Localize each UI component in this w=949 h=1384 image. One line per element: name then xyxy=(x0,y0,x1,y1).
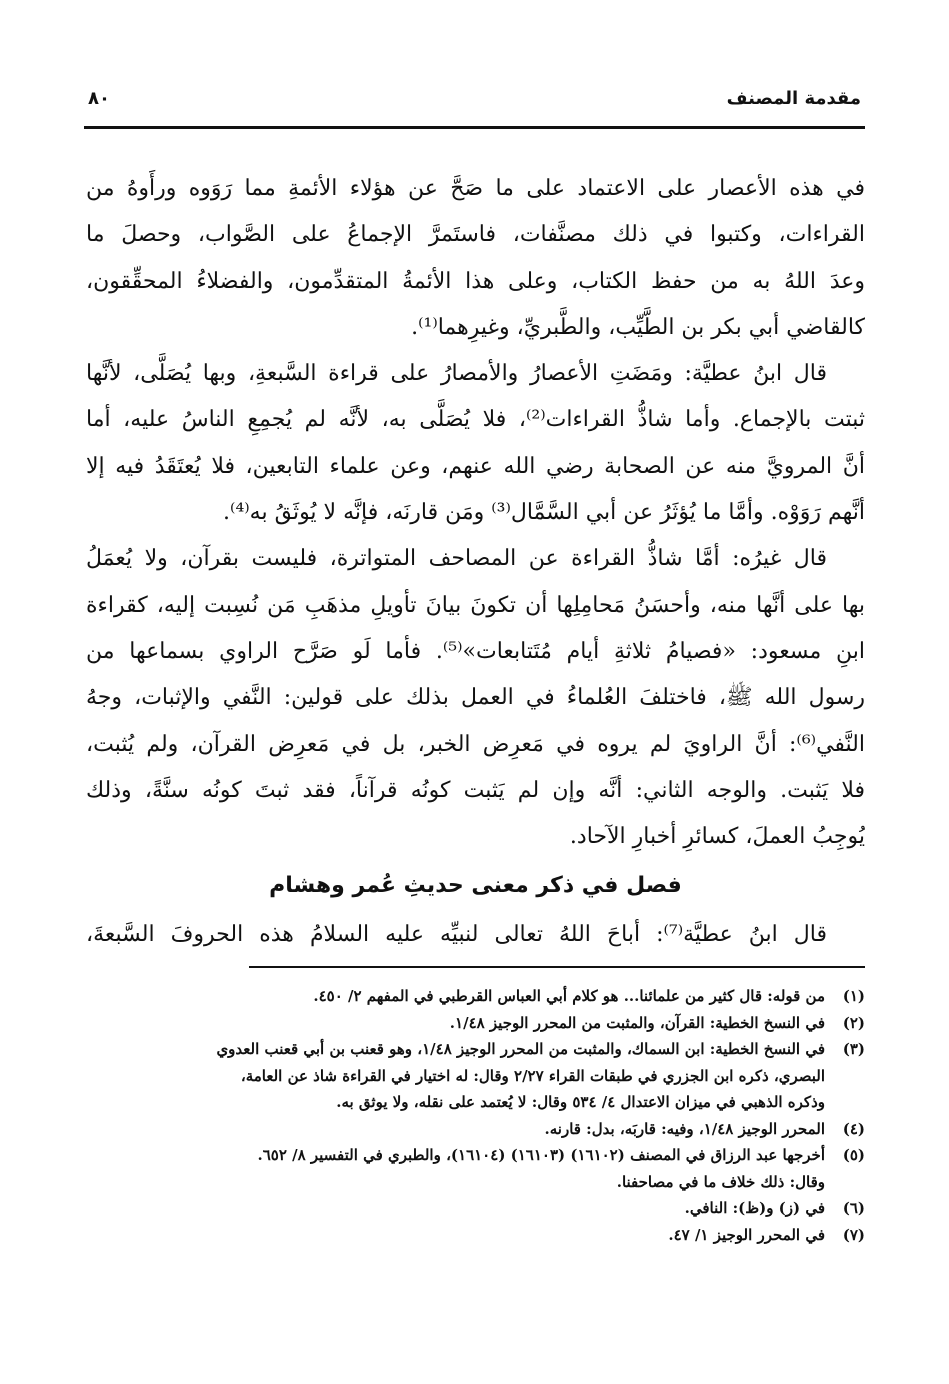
text-line: ثبتت بالإجماع. وأما شاذُّ القراءات⁽²⁾، فلا يُصَلَّى به، لأنَّه لم يُجمِعِ الناسُ عليه، أما xyxy=(86,407,865,433)
footnote-text: في (ز) و(ظ): النافي. xyxy=(684,1199,825,1217)
footnote-4 xyxy=(86,1116,865,1143)
running-title: مقدمة المصنف xyxy=(726,88,861,109)
footnote-3 xyxy=(86,1036,865,1063)
text-line: القراءات، وكتبوا في ذلك مصنَّفات، فاستَمرَّ الإجماعُ على الصَّواب، وحصلَ ما xyxy=(86,222,865,248)
footnote-text: وقال: ذلك خلاف ما في مصاحفنا. xyxy=(616,1172,825,1191)
footnote-number: (٦) xyxy=(842,1199,865,1217)
text-line: يُوجِبُ العملَ، كسائرِ أخبارِ الآحاد. xyxy=(569,824,865,850)
page-header xyxy=(88,88,861,118)
text-line: كالقاضي أبي بكر بن الطَّيِّب، والطَّبريِّ، وغيرِهما⁽¹⁾. xyxy=(411,314,865,340)
footnote-rule xyxy=(249,966,865,968)
page-number: ٨٠ xyxy=(88,88,110,109)
footnote-number: (٤) xyxy=(842,1119,865,1138)
footnote-text: أخرجها عبد الرزاق في المصنف (١٦١٠٢) (١٦١٠٣) (١٦١٠٤)، والطبري في التفسير ٨/ ٦٥٢. xyxy=(257,1146,825,1164)
main-text xyxy=(86,166,865,959)
section-heading: فصل في ذكر معنى حديثِ عُمر وهشام xyxy=(269,873,682,899)
footnote-number: (٧) xyxy=(842,1225,865,1244)
footnote-2 xyxy=(86,1010,865,1037)
footnote-text: البصري، ذكره ابن الجزري في طبقات القراء ٢/٢٧ وقال: له اختيار في القراءة شاذ عن العامة، xyxy=(240,1066,825,1085)
text-line: أنَّ المرويَّ منه عن الصحابة رضي الله عنهم، وعن علماء التابعين، فلا يُعتَقَدُ فيه إلا xyxy=(86,453,865,479)
text-line: قال ابنُ عطيَّة: ومَضَتِ الأعصارُ والأمصارُ على قراءة السَّبعةِ، وبها يُصَلَّى، لأنَّها xyxy=(86,361,827,387)
text-line: وعدَ اللهُ به من حفظ الكتاب، وعلى هذا الأئمةُ المتقدِّمون، والفضلاءُ المحقِّقون، xyxy=(86,268,865,294)
footnote-text: في النسخ الخطية: ابن السماك، والمثبت من المحرر الوجيز ١/٤٨، وهو قعنب بن أبي قعنب العدوي xyxy=(216,1040,825,1058)
footnote-6 xyxy=(86,1195,865,1222)
footnote-number: (٢) xyxy=(842,1013,865,1032)
footnote-number: (١) xyxy=(842,987,865,1005)
footnote-text: وذكره الذهبي في ميزان الاعتدال ٤/ ٥٣٤ وقال: لا يُعتمد على نقله، ولا يوثق به. xyxy=(336,1093,825,1111)
footnote-text: في النسخ الخطية: القرآن، والمثبت من المحرر الوجيز ١/٤٨. xyxy=(449,1013,825,1032)
footnote-number: (٣) xyxy=(842,1040,865,1058)
footnote-number: (٥) xyxy=(842,1146,865,1164)
footnote-text: المحرر الوجيز ١/٤٨، وفيه: قاربَه، بدل: قارنه. xyxy=(544,1119,825,1138)
text-line: قال غيرُه: أمَّا شاذُّ القراءة عن المصاحف المتواترة، فليست بقرآن، ولا يُعمَلُ xyxy=(86,546,827,572)
footnote-7 xyxy=(86,1222,865,1249)
text-line: النَّفي⁽⁶⁾: أنَّ الراويَ لم يروه في مَعرِض الخبر، بل في مَعرِض القرآن، ولم يُثبت، xyxy=(86,731,865,757)
text-line: رسول الله ﷺ، فاختلفَ العُلماءُ في العمل بذلك على قولين: النَّفي والإثبات، وجهُ xyxy=(86,685,865,711)
header-rule xyxy=(84,126,865,129)
footnotes xyxy=(86,983,865,1248)
text-line: أنَّهم رَوَوْه. وأمَّا ما يُؤثَرُ عن أبي السَّمَّال⁽³⁾ ومَن قارنَه، فإنَّه لا يُوثَقُ به⁽⁴⁾. xyxy=(223,500,865,526)
footnote-text: في المحرر الوجيز ١/ ٤٧. xyxy=(668,1225,825,1244)
text-line: قال ابنُ عطيَّة⁽⁷⁾: أباحَ اللهُ تعالى لنبيِّه عليه السلامُ هذه الحروفَ السَّبعةَ، xyxy=(86,922,827,948)
footnote-1 xyxy=(86,983,865,1010)
text-line: في هذه الأعصار على الاعتماد على ما صَحَّ عن هؤلاء الأئمةِ مما رَوَوه ورأَوهُ من xyxy=(86,176,865,201)
text-line: فلا يَثبت. والوجه الثاني: أنَّه وإن لم يَثبت كونُه قرآناً، فقد ثبتَ كونُه سنَّةً، وذلك xyxy=(86,777,865,803)
footnote-text: من قوله: قال كثير من علمائنا... هو كلام أبي العباس القرطبي في المفهم ٢/ ٤٥٠. xyxy=(313,987,825,1005)
footnote-5 xyxy=(86,1142,865,1169)
text-line: بها على أنَّها منه، وأحسَنُ مَحامِلِها أن تكونَ بيانَ تأويلِ مذهَبِ مَن نُسِبت إليه، كقراءة xyxy=(86,592,865,618)
text-line: ابنِ مسعود: «فصيامُ ثلاثةِ أيام مُتَتابعات»⁽⁵⁾. فأما لَو صَرَّح الراوي بسماعها من xyxy=(86,638,865,664)
